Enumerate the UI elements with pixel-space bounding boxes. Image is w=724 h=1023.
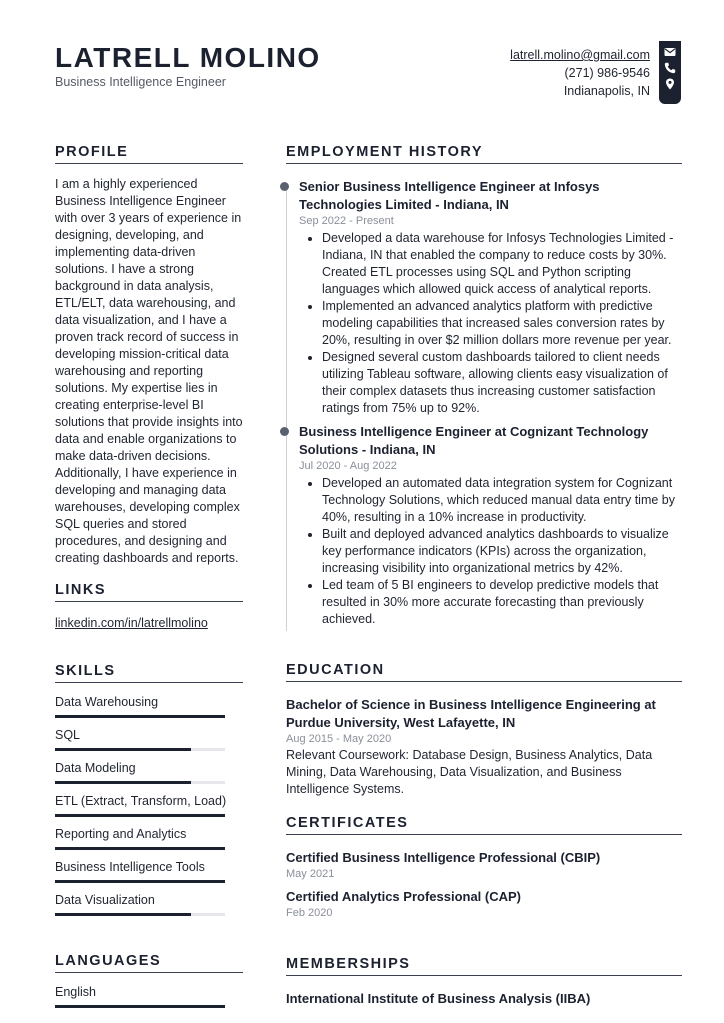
skill-level-bar (55, 913, 225, 916)
links-heading: LINKS (55, 582, 243, 602)
phone-icon (664, 62, 676, 74)
job-bullets (299, 475, 682, 628)
education-heading: EDUCATION (286, 662, 682, 682)
skill-item (55, 749, 243, 782)
memberships-section (286, 956, 682, 1008)
job-bullet: • Developed an automated data integration system for Cognizant Technology Solutions, which reduced manual data entry time by 40%, resulting in a 10% increase in productivity. (322, 475, 682, 526)
job-date: Jul 2020 - Aug 2022 (299, 460, 397, 472)
skill-item (55, 973, 243, 1006)
certificate-entry (286, 888, 682, 919)
job-bullet: • Developed a data warehouse for Infosys Technologies Limited - Indiana, IN that enabled the company to reduce costs by 30%. Created ETL processes using SQL and Python scripting languages which allowed quick access of analytical reports. (322, 230, 682, 298)
skill-item (55, 716, 243, 749)
profile-heading: PROFILE (55, 144, 243, 164)
memberships-heading: MEMBERSHIPS (286, 956, 682, 976)
profile-section (55, 144, 243, 567)
skill-level-bar (55, 1005, 225, 1008)
map-pin-icon (664, 78, 676, 90)
skill-item (55, 683, 243, 716)
skill-item (55, 881, 243, 914)
linkedin-link[interactable]: linkedin.com/in/latrellmolino (55, 616, 208, 630)
membership-item: International Institute of Business Analysis (IIBA) (286, 991, 591, 1006)
location: Indianapolis, IN (563, 84, 650, 98)
skill-name: Business Intelligence Tools (55, 860, 205, 874)
degree-date: Aug 2015 - May 2020 (286, 733, 392, 745)
skill-name: Data Visualization (55, 893, 155, 907)
job-entry (286, 178, 682, 417)
certificate-title: Certified Analytics Professional (CAP) (286, 889, 522, 904)
certificate-title: Certified Business Intelligence Professional (CBIP) (286, 850, 601, 865)
contact-icon-bar (659, 41, 681, 104)
email-link[interactable]: latrell.molino@gmail.com (510, 48, 650, 62)
links-section (55, 582, 243, 630)
certificates-heading: CERTIFICATES (286, 815, 682, 835)
job-title: Business Intelligence Engineer at Cognizant Technology Solutions - Indiana, IN (299, 424, 649, 457)
skills-section (55, 663, 243, 914)
skill-name: ETL (Extract, Transform, Load) (55, 794, 227, 808)
skill-item (55, 848, 243, 881)
certificate-date: Feb 2020 (286, 907, 333, 919)
skill-name: Data Warehousing (55, 695, 159, 709)
skill-name: Data Modeling (55, 761, 136, 775)
skills-heading: SKILLS (55, 663, 243, 683)
job-date: Sep 2022 - Present (299, 215, 394, 227)
timeline-dot (280, 182, 289, 191)
job-entry (286, 423, 682, 628)
profile-text: I am a highly experienced Business Intelligence Engineer with over 3 years of experience in designing, developing, and implementing data-driven solutions. I have a strong background in data analysis, ETL/ELT, data warehousing, and data visualization, and I have a proven track record of success in developing mission-critical data warehousing and reporting solutions. My expertise lies in creating enterprise-level BI solutions that provide insights into data and enable organizations to make data-driven decisions. Additionally, I have experience in developing and managing data warehouses, developing complex SQL queries and stored procedures, and designing and creating dashboards and reports. (55, 177, 243, 565)
phone-number: (271) 986-9546 (564, 66, 650, 80)
job-title: Senior Business Intelligence Engineer at Infosys Technologies Limited - Indiana, IN (299, 179, 600, 212)
employment-heading: EMPLOYMENT HISTORY (286, 144, 682, 164)
skill-item (55, 782, 243, 815)
job-bullet: • Implemented an advanced analytics platform with predictive modeling capabilities that increased sales conversion rates by 20%, resulting in over $2 million dollars more revenue per year. (322, 298, 682, 349)
skill-name: SQL (55, 728, 81, 742)
skills-list (55, 683, 243, 914)
degree-coursework: Relevant Coursework: Database Design, Business Analytics, Data Mining, Data Warehousing, Data Visualization, and Business Intelligence Systems. (286, 748, 653, 796)
timeline-dot (280, 427, 289, 436)
skill-name: English (55, 985, 96, 999)
languages-section (55, 953, 243, 1006)
candidate-title: Business Intelligence Engineer (55, 75, 226, 89)
employment-section (286, 144, 682, 628)
job-bullet: • Led team of 5 BI engineers to develop predictive models that resulted in 30% more accurate forecasting than previously achieved. (322, 577, 682, 628)
job-bullet: • Built and deployed advanced analytics dashboards to visualize key performance indicators (KPIs) across the organization, increasing visibility into organizational metrics by 42%. (322, 526, 682, 577)
degree-title: Bachelor of Science in Business Intelligence Engineering at Purdue University, West Lafayette, IN (286, 697, 656, 730)
skill-level-fill (55, 1005, 225, 1008)
certificate-date: May 2021 (286, 868, 335, 880)
skill-item (55, 815, 243, 848)
certificate-entry (286, 849, 682, 880)
job-bullet: • Designed several custom dashboards tailored to client needs utilizing Tableau software, allowing clients easy visualization of their complex datasets thus increasing customer satisfaction ratings from 75% up to 92%. (322, 349, 682, 417)
education-section (286, 662, 682, 798)
candidate-name: LATRELL MOLINO (55, 42, 321, 73)
skill-name: Reporting and Analytics (55, 827, 187, 841)
languages-list (55, 973, 243, 1006)
languages-heading: LANGUAGES (55, 953, 243, 973)
envelope-icon (664, 46, 676, 58)
skill-level-fill (55, 913, 191, 916)
contact-block (510, 46, 650, 100)
job-bullets (299, 230, 682, 417)
certificates-section (286, 815, 682, 919)
